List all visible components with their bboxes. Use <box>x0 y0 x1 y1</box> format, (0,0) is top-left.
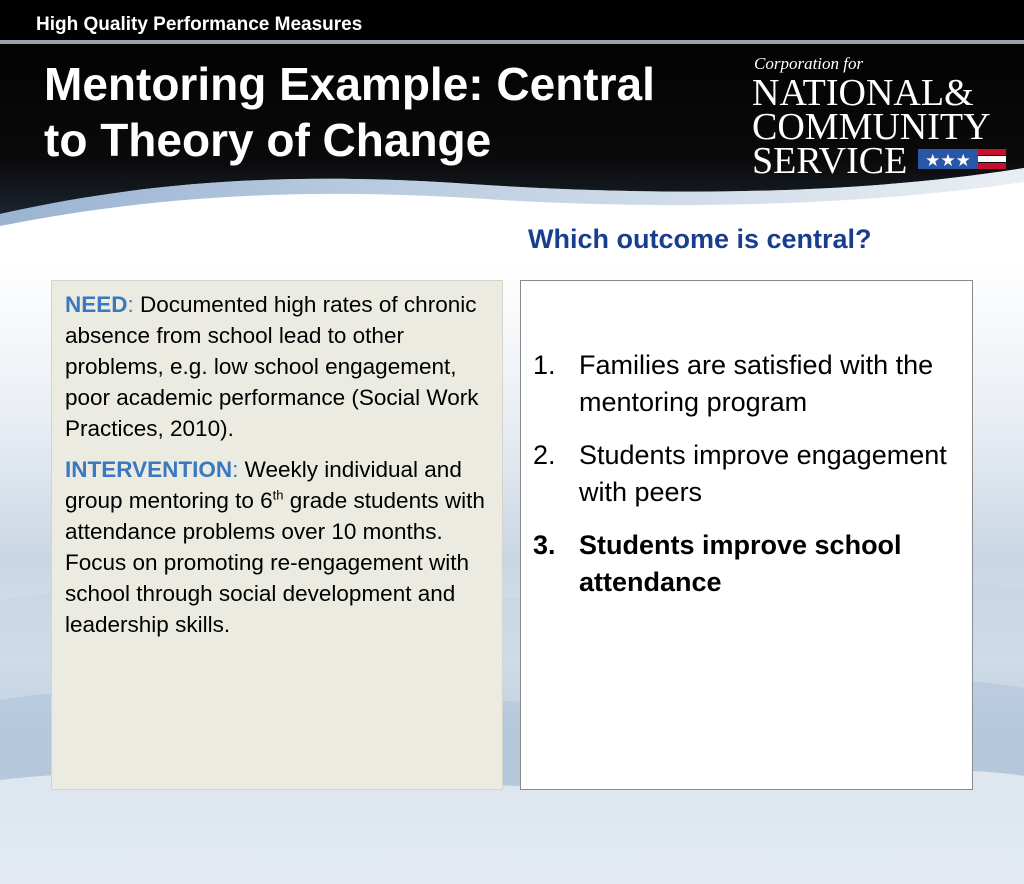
slide-title-line2: to Theory of Change <box>44 114 492 166</box>
logo-stars: ★★★ <box>925 151 971 170</box>
outcomes-list <box>533 347 963 617</box>
need-colon: : <box>127 292 134 317</box>
outcome-number: 1. <box>533 350 556 380</box>
need-paragraph <box>65 289 491 444</box>
outcome-item-2 <box>533 437 963 511</box>
intervention-label: INTERVENTION <box>65 457 233 482</box>
cncs-logo <box>752 54 1008 182</box>
question-heading: Which outcome is central? <box>528 224 872 254</box>
logo-line3: SERVICE <box>752 140 908 182</box>
need-text: Documented high rates of chronic absence from school lead to other problems, e.g. low school engagement, poor academic performance (Social Work Practices, 2010). <box>65 292 479 441</box>
need-intervention-panel <box>51 280 503 790</box>
outcome-text: Students improve engagement with peers <box>579 440 947 507</box>
slide-title-line1: Mentoring Example: Central <box>44 58 655 110</box>
header-divider <box>0 40 1024 44</box>
logo-line1: NATIONAL& <box>752 72 974 114</box>
outcome-item-3 <box>533 527 963 601</box>
flag-icon <box>918 148 1008 170</box>
outcome-number: 3. <box>533 530 556 560</box>
need-label: NEED <box>65 292 128 317</box>
header-label: High Quality Performance Measures <box>36 14 363 35</box>
intervention-colon: : <box>232 457 239 482</box>
intervention-paragraph <box>65 454 491 640</box>
outcomes-panel <box>520 280 973 790</box>
slide-title <box>44 56 724 168</box>
logo-line2: COMMUNITY <box>752 106 991 148</box>
outcome-item-1 <box>533 347 963 421</box>
outcome-number: 2. <box>533 440 556 470</box>
logo-corp-text: Corporation for <box>754 54 864 73</box>
outcome-text: Families are satisfied with the mentoring program <box>579 350 934 417</box>
intervention-text-b: grade students with attendance problems over 10 months. Focus on promoting re-engagement with school through social development and leadership skills. <box>65 488 485 637</box>
intervention-sup: th <box>272 487 284 503</box>
intervention-text-a: Weekly individual and group mentoring to 6 <box>65 457 462 513</box>
outcome-text: Students improve school attendance <box>579 530 902 597</box>
header-bar <box>0 0 1024 40</box>
